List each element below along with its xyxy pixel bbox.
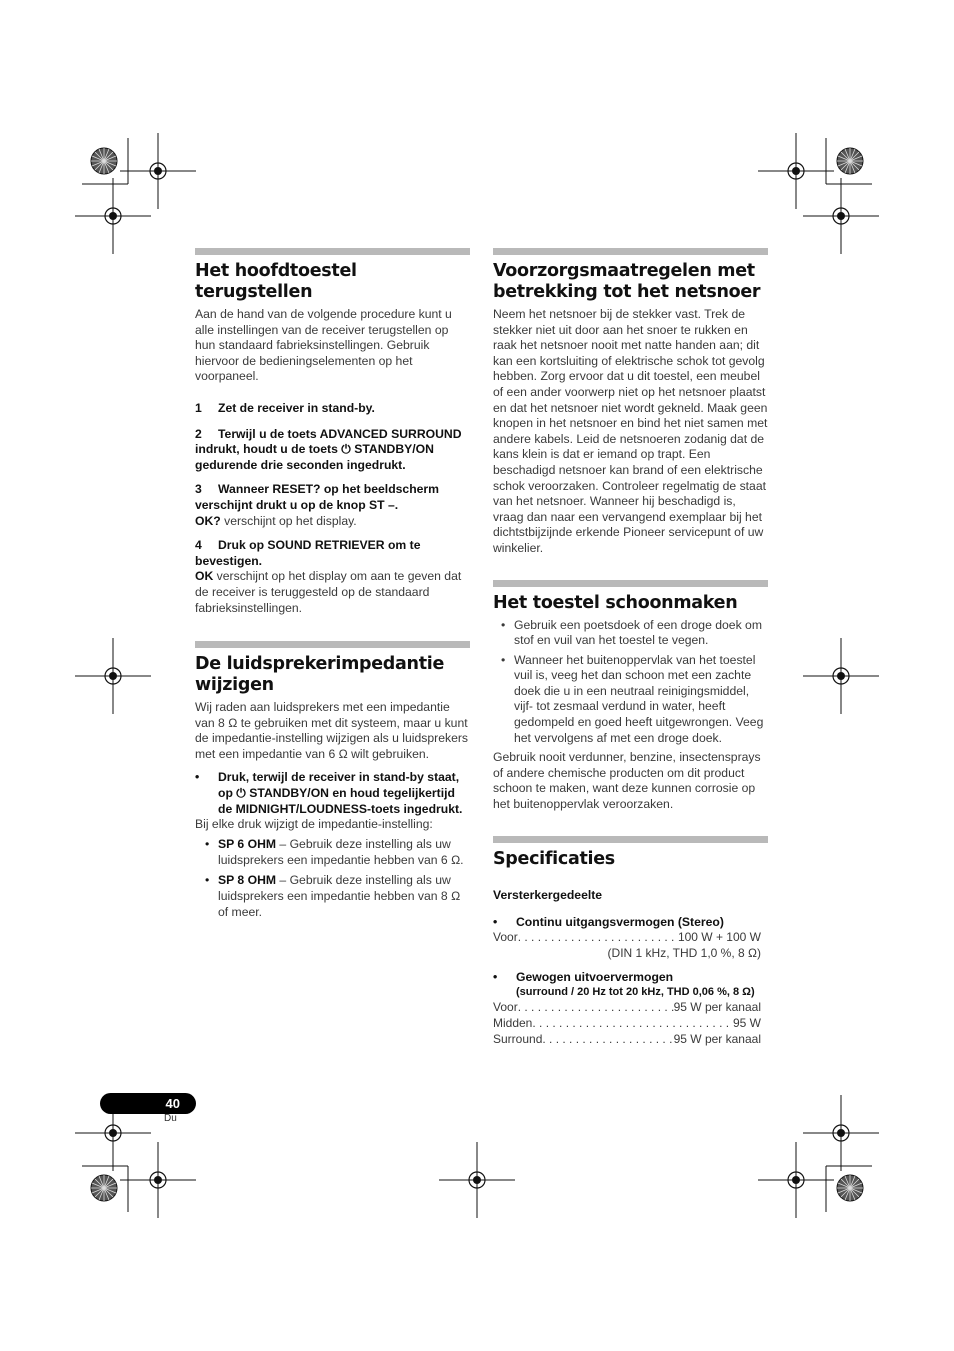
page-number: 40	[100, 1093, 196, 1114]
section-title-power-cord: Voorzorgsmaatregelen met betrekking tot het netsnoer	[493, 261, 761, 302]
reset-section	[195, 248, 470, 616]
registration-cross-icon	[75, 178, 151, 254]
impedance-option-sp6: • SP 6 OHM – Gebruik deze instelling als uw luidsprekers een impedantie hebben van 6 Ω.	[195, 836, 470, 868]
reset-step-3-note: OK? verschijnt op het display.	[195, 513, 357, 528]
cleaning-bullet: • Gebruik een poetsdoek of een droge doek om stof en vuil van het toestel te vegen.	[493, 618, 768, 649]
registration-cross-icon	[120, 133, 196, 209]
cleaning-bullets	[493, 618, 768, 747]
impedance-instruction: • Druk, terwijl de receiver in stand-by staat, op ⏻ STANDBY/ON en houd tegelijkertijd de MIDNIGHT/LOUDNESS-toets ingedrukt.	[195, 769, 470, 817]
reset-step-4-note: OK verschijnt op het display om aan te geven dat de receiver is teruggesteld op de standaard fabrieksinstellingen.	[195, 569, 462, 615]
spec-item-continuous-title: • Continu uitgangsvermogen (Stereo)	[493, 914, 768, 930]
reset-intro: Aan de hand van de volgende procedure kunt u alle instellingen van de receiver terugstellen op hun standaard fabrieksinstellingen. Gebruik hiervoor de bedieningselementen op het voorpaneel.	[195, 307, 452, 384]
section-title-reset: Het hoofdtoestel terugstellen	[195, 261, 357, 302]
section-divider	[195, 248, 470, 255]
impedance-options	[195, 836, 470, 920]
reset-step-2: 2 Terwijl u de toets ADVANCED SURROUND indrukt, houdt u de toets ⏻ STANDBY/ON gedurende drie seconden ingedrukt.	[195, 426, 462, 472]
registration-star-icon	[837, 148, 863, 174]
spec-row: Voor . . . 95 W per kanaal	[493, 1000, 761, 1016]
cleaning-section	[493, 580, 768, 813]
reset-step-3: 3 Wanneer RESET? op het beeldscherm verschijnt drukt u op de knop ST –.	[195, 482, 439, 512]
registration-cross-icon	[120, 1142, 196, 1218]
registration-cross-icon	[758, 1142, 834, 1218]
section-divider	[195, 641, 470, 648]
registration-cross-icon	[803, 1095, 879, 1171]
specs-subtitle: Versterkergedeelte	[493, 887, 603, 902]
power-cord-section	[493, 248, 768, 557]
section-title-impedance: De luidsprekerimpedantie wijzigen	[195, 654, 445, 696]
impedance-section	[195, 641, 470, 920]
spec-row: Midden . . . 95 W	[493, 1016, 761, 1032]
registration-cross-icon	[803, 638, 879, 714]
registration-cross-icon	[439, 1142, 515, 1218]
spec-item-weighted-title: • Gewogen uitvoervermogen	[493, 969, 768, 985]
registration-star-icon	[837, 1175, 863, 1201]
section-divider	[493, 580, 768, 587]
section-divider	[493, 248, 768, 255]
cleaning-bullet: • Wanneer het buitenoppervlak van het toestel vuil is, veeg het dan schoon met een zachte doek die u in een neutraal reinigingsmiddel, vijf- tot zesmaal verdund in water, heeft gedompeld en goed heeft uitgewrongen. Veeg het vervolgens af met een droge doek.	[493, 653, 768, 747]
specs-section	[493, 836, 768, 1048]
cleaning-body: Gebruik nooit verdunner, benzine, insectensprays of andere chemische producten om dit product schoon te maken, want deze kunnen corrosie op het buitenoppervlak veroorzaken.	[493, 750, 761, 812]
spec-row: Voor . . . 100 W + 100 W	[493, 930, 761, 946]
registration-cross-icon	[75, 638, 151, 714]
reset-step-1: 1 Zet de receiver in stand-by.	[195, 400, 375, 415]
section-title-specs: Specificaties	[493, 848, 615, 869]
power-cord-body: Neem het netsnoer bij de stekker vast. Trek de stekker niet uit door aan het snoer te rukken en raak het netsnoer nooit met natte handen aan; dit kan een kortsluiting of elektrische schok tot gevolg hebben. Zorg ervoor dat u dit toestel, een meubel of een ander voorwerp niet op het netsnoer plaatst en dat het netsnoer niet wordt gekneld. Maak geen knopen in het netsnoer en bind het niet samen met andere kabels. Leid de netsnoeren zodanig dat de kans klein is dat er iemand op trapt. Een beschadigd netsnoer kan brand of een elektrische schok veroorzaken. Controleer regelmatig de staat van het netsnoer. Wanneer hij beschadigd is, vraag dan naar een vervangend exemplaar bij het dichtstbijzijnde erkende Pioneer servicepunt of uw winkelier.	[493, 307, 768, 555]
right-column	[493, 248, 768, 1047]
registration-cross-icon	[758, 133, 834, 209]
registration-star-icon	[91, 148, 117, 174]
reset-step-4: 4 Druk op SOUND RETRIEVER om te bevestigen.	[195, 538, 421, 568]
impedance-intro: Wij raden aan luidsprekers met een impedantie van 8 Ω te gebruiken met dit systeem, maar u kunt de impedantie-instelling wijzigen als u luidsprekers met een impedantie van 6 Ω wilt gebruiken.	[195, 700, 469, 761]
language-code: Du	[164, 1113, 177, 1124]
spec-condition: (surround / 20 Hz tot 20 kHz, THD 0,06 %, 8 Ω)	[516, 986, 755, 999]
registration-cross-icon	[803, 178, 879, 254]
spec-condition: (DIN 1 kHz, THD 1,0 %, 8 Ω)	[607, 945, 761, 960]
impedance-instruction-note: Bij elke druk wijzigt de impedantie-instelling:	[195, 817, 433, 832]
spec-row: Surround . . . 95 W per kanaal	[493, 1032, 761, 1048]
section-title-cleaning: Het toestel schoonmaken	[493, 592, 738, 613]
registration-star-icon	[91, 1175, 117, 1201]
impedance-option-sp8: • SP 8 OHM – Gebruik deze instelling als uw luidsprekers een impedantie hebben van 8 Ω of meer.	[195, 872, 470, 920]
section-divider	[493, 836, 768, 843]
left-column	[195, 248, 470, 924]
